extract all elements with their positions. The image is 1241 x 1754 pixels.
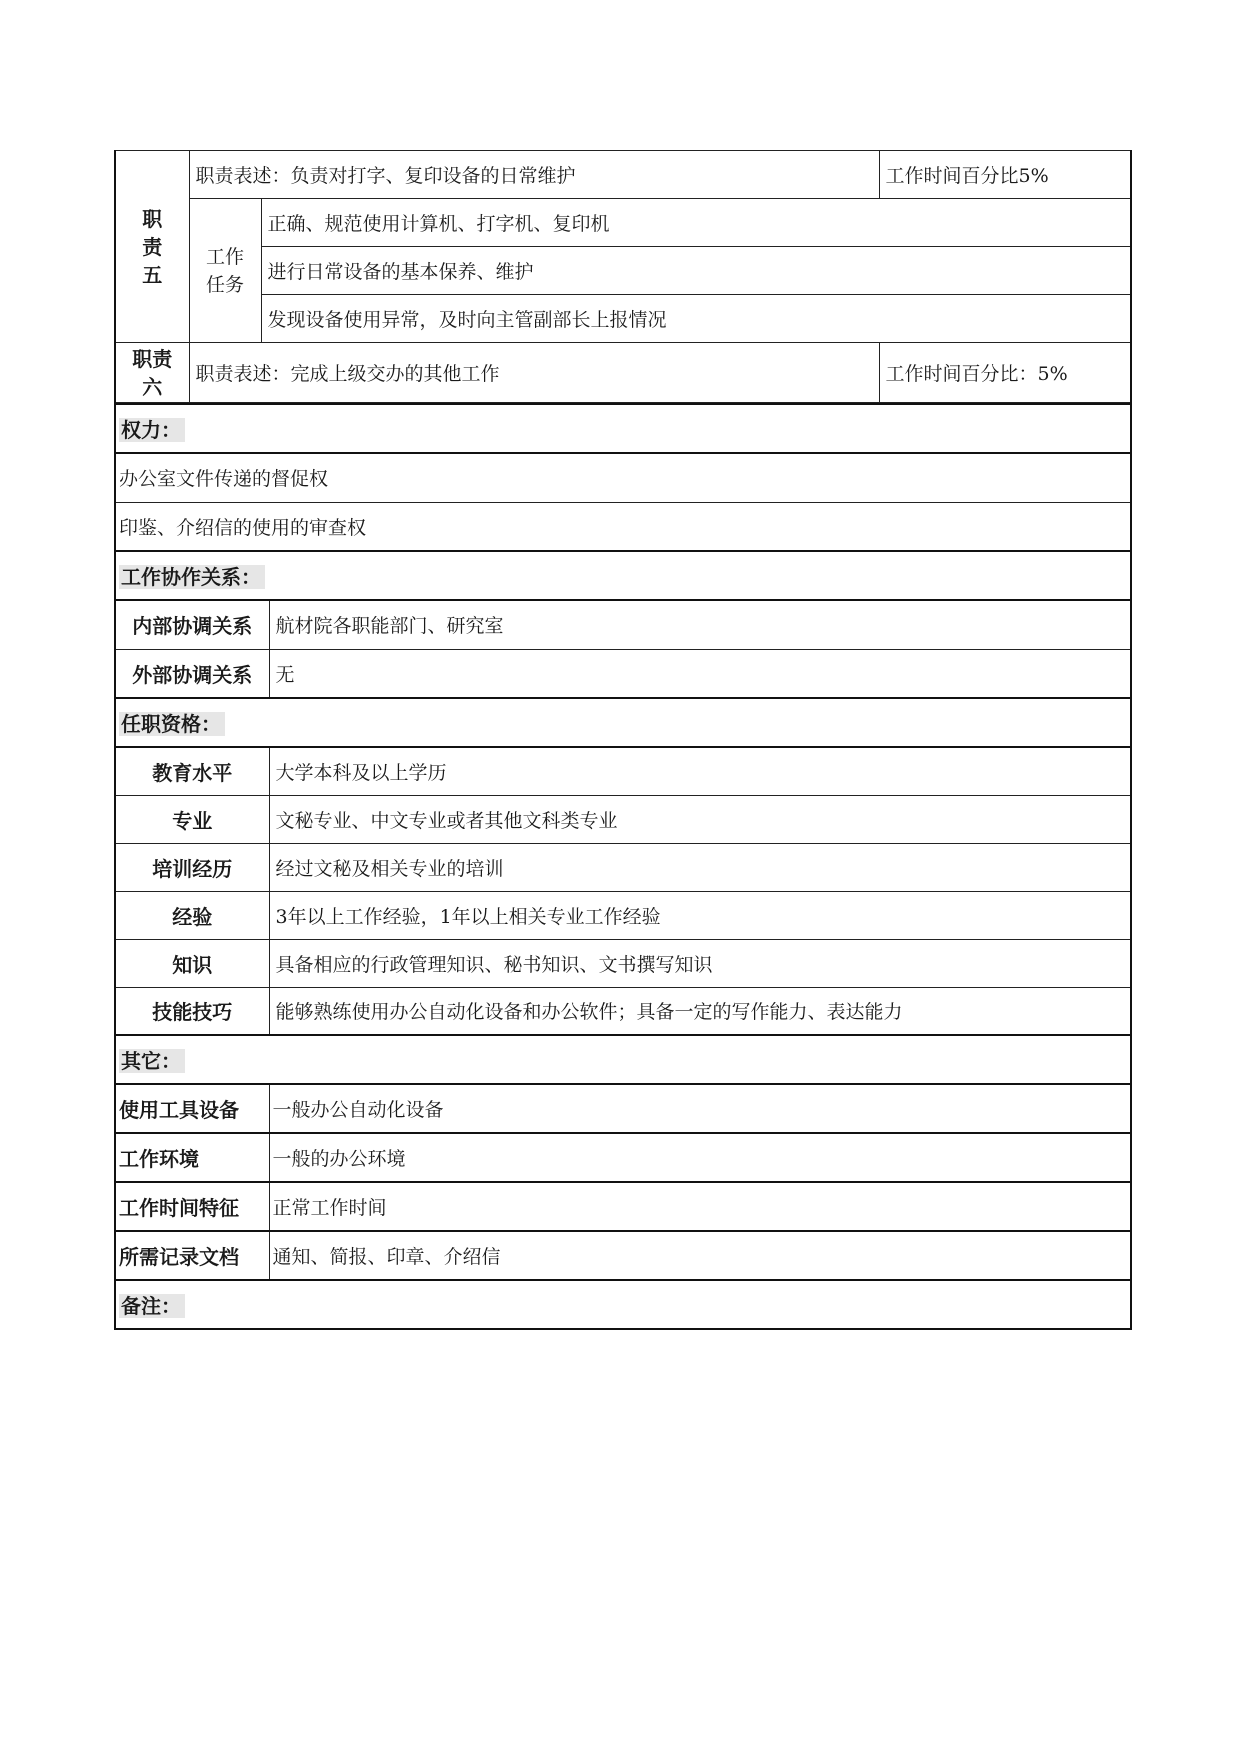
- cooperation-label: 内部协调关系: [115, 600, 269, 649]
- duty5-label: 职 责 五: [115, 151, 189, 343]
- qualification-row: [115, 987, 1131, 1035]
- duty5-statement-row: [115, 151, 1131, 199]
- qualification-label: 经验: [115, 891, 269, 939]
- duty5-task: 正确、规范使用计算机、打字机、复印机: [261, 199, 1131, 247]
- qualifications-header-row: [115, 698, 1131, 747]
- other-label: 工作环境: [115, 1133, 269, 1182]
- qualifications-header: 任职资格：: [115, 698, 1131, 747]
- cooperation-row: [115, 600, 1131, 649]
- other-header-row: [115, 1035, 1131, 1084]
- other-row: [115, 1133, 1131, 1182]
- duty6-statement: 职责表述：完成上级交办的其他工作: [189, 343, 879, 403]
- qualification-value: 大学本科及以上学历: [269, 747, 1131, 795]
- powers-header-row: [115, 404, 1131, 453]
- cooperation-header: 工作协作关系：: [115, 551, 1131, 600]
- cooperation-label: 外部协调关系: [115, 649, 269, 698]
- other-value: 一般办公自动化设备: [269, 1084, 1131, 1133]
- qualification-value: 文秘专业、中文专业或者其他文科类专业: [269, 795, 1131, 843]
- other-value: 一般的办公环境: [269, 1133, 1131, 1182]
- qualification-label: 技能技巧: [115, 987, 269, 1035]
- duty6-time-percentage: 工作时间百分比：5%: [879, 343, 1131, 403]
- duty5-task-row: [115, 247, 1131, 295]
- other-label: 工作时间特征: [115, 1182, 269, 1231]
- cooperation-value: 无: [269, 649, 1131, 698]
- qualification-label: 培训经历: [115, 843, 269, 891]
- cooperation-header-row: [115, 551, 1131, 600]
- other-label: 使用工具设备: [115, 1084, 269, 1133]
- duty5-statement: 职责表述：负责对打字、复印设备的日常维护: [189, 151, 879, 199]
- power-item-row: [115, 453, 1131, 502]
- other-label: 所需记录文档: [115, 1231, 269, 1280]
- other-row: [115, 1084, 1131, 1133]
- qualification-row: [115, 843, 1131, 891]
- duties-table: [114, 150, 1132, 403]
- power-item-row: [115, 502, 1131, 551]
- other-value: 正常工作时间: [269, 1182, 1131, 1231]
- duty5-task: 进行日常设备的基本保养、维护: [261, 247, 1131, 295]
- other-row: [115, 1182, 1131, 1231]
- qualification-value: 具备相应的行政管理知识、秘书知识、文书撰写知识: [269, 939, 1131, 987]
- other-header: 其它：: [115, 1035, 1131, 1084]
- qualification-label: 教育水平: [115, 747, 269, 795]
- qualification-row: [115, 891, 1131, 939]
- duty6-label: 职责 六: [115, 343, 189, 403]
- qualification-label: 专业: [115, 795, 269, 843]
- notes-header-row: [115, 1280, 1131, 1329]
- qualification-row: [115, 747, 1131, 795]
- duty5-time-percentage: 工作时间百分比5%: [879, 151, 1131, 199]
- duty6-row: [115, 343, 1131, 403]
- other-row: [115, 1231, 1131, 1280]
- duty5-task-row: [115, 199, 1131, 247]
- notes-header: 备注：: [115, 1280, 1131, 1329]
- duty5-task-label: 工作 任务: [189, 199, 261, 343]
- other-value: 通知、简报、印章、介绍信: [269, 1231, 1131, 1280]
- power-item: 办公室文件传递的督促权: [115, 453, 1131, 502]
- qualification-value: 3年以上工作经验，1年以上相关专业工作经验: [269, 891, 1131, 939]
- details-table: [114, 403, 1132, 1330]
- cooperation-row: [115, 649, 1131, 698]
- qualification-value: 能够熟练使用办公自动化设备和办公软件；具备一定的写作能力、表达能力: [269, 987, 1131, 1035]
- job-description-document: [114, 150, 1130, 1330]
- qualification-label: 知识: [115, 939, 269, 987]
- qualification-value: 经过文秘及相关专业的培训: [269, 843, 1131, 891]
- power-item: 印鉴、介绍信的使用的审查权: [115, 502, 1131, 551]
- powers-header: 权力：: [115, 404, 1131, 453]
- cooperation-value: 航材院各职能部门、研究室: [269, 600, 1131, 649]
- duty5-task: 发现设备使用异常，及时向主管副部长上报情况: [261, 295, 1131, 343]
- qualification-row: [115, 939, 1131, 987]
- duty5-task-row: [115, 295, 1131, 343]
- qualification-row: [115, 795, 1131, 843]
